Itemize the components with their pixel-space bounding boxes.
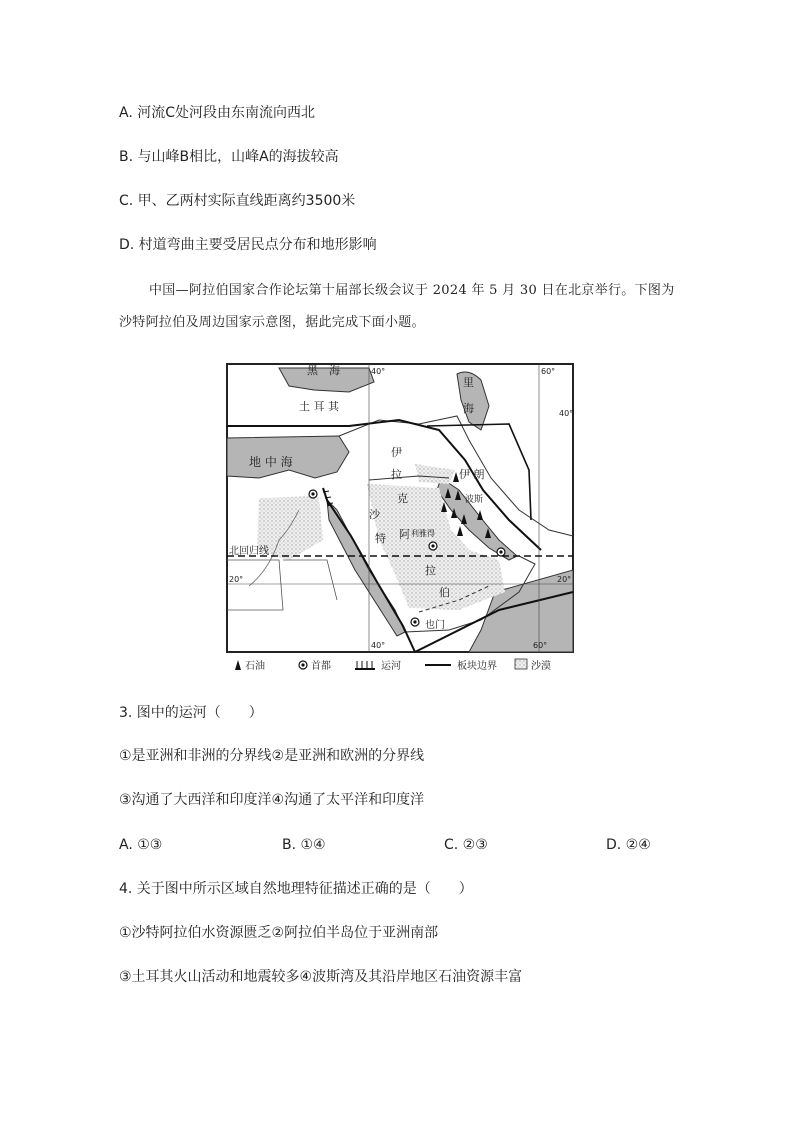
capital-muscat-marker xyxy=(497,548,505,556)
caspian-label-1: 里 xyxy=(463,376,474,389)
q3-option-d: D. ②④ xyxy=(606,837,651,853)
map-legend xyxy=(235,659,551,672)
iran-label: 伊 朗 xyxy=(459,468,485,481)
capital-sanaa-marker xyxy=(411,618,419,626)
q3-statement-1: ①是亚洲和非洲的分界线②是亚洲和欧洲的分界线 xyxy=(119,748,425,764)
legend-desert-label: 沙漠 xyxy=(531,661,551,672)
lat-20-left-label: 20° xyxy=(229,575,244,584)
legend-canal-icon xyxy=(355,661,375,669)
lon-40-bottom-label: 40° xyxy=(371,641,386,650)
saudi-label-4: 拉 xyxy=(425,564,436,577)
q2-option-d: D. 村道弯曲主要受居民点分布和地形影响 xyxy=(119,237,377,253)
lat-20-right-label: 20° xyxy=(557,575,572,584)
mediterranean-label: 地 中 海 xyxy=(249,455,293,469)
legend-desert-icon xyxy=(515,659,527,669)
capital-riyadh-marker xyxy=(429,542,437,550)
legend-oil-icon xyxy=(235,660,241,670)
lon-60-label: 60° xyxy=(541,367,556,376)
legend-capital-label: 首都 xyxy=(311,661,331,672)
tropic-label: 北回归线 xyxy=(229,546,269,557)
q4-stem: 4. 关于图中所示区域自然地理特征描述正确的是（ ） xyxy=(119,881,473,897)
lat-40-label: 40° xyxy=(559,409,574,418)
turkey-label: 土 耳 其 xyxy=(299,400,339,413)
iraq-label-2: 拉 xyxy=(391,468,402,481)
intro-line-1: 中国—阿拉伯国家合作论坛第十届部长级会议于 2024 年 5 月 30 日在北京举行。下图为 xyxy=(149,283,675,298)
q2-option-a: A. 河流C处河段由东南流向西北 xyxy=(119,105,316,121)
q2-option-c: C. 甲、乙两村实际直线距离约3500米 xyxy=(119,193,356,209)
q3-statement-2: ③沟通了大西洋和印度洋④沟通了太平洋和印度洋 xyxy=(119,792,425,808)
lon-60-bottom-label: 60° xyxy=(533,641,548,650)
legend-canal-label: 运河 xyxy=(381,661,401,672)
capital-cairo-marker xyxy=(309,490,317,498)
iraq-label-3: 克 xyxy=(397,492,408,505)
saudi-label-1: 沙 xyxy=(369,508,380,521)
yemen-label: 也门 xyxy=(425,620,445,631)
saudi-label-3: 阿 xyxy=(399,528,410,541)
persian-gulf-label: 波斯 xyxy=(465,495,484,505)
lon-40-label: 40° xyxy=(371,367,386,376)
q3-option-a: A. ①③ xyxy=(119,837,163,853)
q4-statement-1: ①沙特阿拉伯水资源匮乏②阿拉伯半岛位于亚洲南部 xyxy=(119,925,439,941)
q3-option-c: C. ②③ xyxy=(444,837,488,853)
intro-line-2: 沙特阿拉伯及周边国家示意图，据此完成下面小题。 xyxy=(119,315,425,330)
legend-oil-label: 石油 xyxy=(245,661,265,672)
q4-statement-2: ③土耳其火山活动和地震较多④波斯湾及其沿岸地区石油资源丰富 xyxy=(119,969,523,985)
riyadh-label: 利雅得 xyxy=(411,529,435,538)
q2-option-b: B. 与山峰B相比，山峰A的海拔较高 xyxy=(119,149,339,165)
saudi-label-5: 伯 xyxy=(439,586,450,599)
iraq-label-1: 伊 xyxy=(391,446,402,459)
q3-stem: 3. 图中的运河（ ） xyxy=(119,705,263,721)
caspian-label-2: 海 xyxy=(463,402,474,415)
q3-option-b: B. ①④ xyxy=(282,837,326,853)
saudi-arabia-map xyxy=(219,360,577,676)
legend-plate-label: 板块边界 xyxy=(457,661,497,672)
black-sea-label: 黑 海 xyxy=(307,364,340,377)
saudi-label-2: 特 xyxy=(375,532,386,545)
